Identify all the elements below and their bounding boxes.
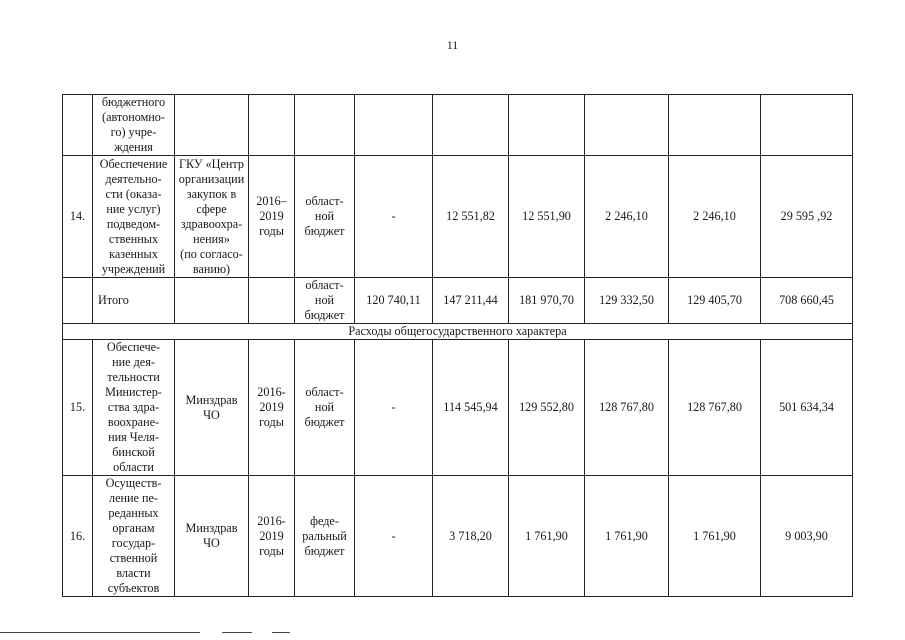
total-label: Итого bbox=[93, 278, 175, 324]
value-2020: 2 246,10 bbox=[669, 156, 761, 278]
value-2020: 129 405,70 bbox=[669, 278, 761, 324]
section-title: Расходы общегосударственного характера bbox=[63, 324, 853, 340]
source-cell: област- ной бюджет bbox=[295, 340, 355, 476]
scan-artifact-lines bbox=[0, 632, 905, 636]
years-cell: 2016- 2019 годы bbox=[249, 340, 295, 476]
value-cell bbox=[509, 95, 585, 156]
source-cell: област- ной бюджет bbox=[295, 156, 355, 278]
value-2020: 128 767,80 bbox=[669, 340, 761, 476]
value-2019: 1 761,90 bbox=[585, 476, 669, 597]
value-2020: 1 761,90 bbox=[669, 476, 761, 597]
executor-cell: Минздрав ЧО bbox=[175, 476, 249, 597]
row-number: 14. bbox=[63, 156, 93, 278]
measure-name-cell: Осуществ- ление пе- реданных органам государ- ственной власти субъектов bbox=[93, 476, 175, 597]
value-2018: 181 970,70 bbox=[509, 278, 585, 324]
section-header-row bbox=[63, 324, 853, 340]
value-cell bbox=[355, 95, 433, 156]
years-cell bbox=[249, 278, 295, 324]
years-cell: 2016– 2019 годы bbox=[249, 156, 295, 278]
total-cell: 29 595 ,92 bbox=[761, 156, 853, 278]
table-row-continuation bbox=[63, 95, 853, 156]
source-cell: област- ной бюджет bbox=[295, 278, 355, 324]
total-cell bbox=[761, 95, 853, 156]
scan-line bbox=[272, 632, 290, 633]
value-2016: - bbox=[355, 476, 433, 597]
value-2018: 12 551,90 bbox=[509, 156, 585, 278]
page-number: 11 bbox=[446, 38, 459, 52]
years-cell bbox=[249, 95, 295, 156]
value-cell bbox=[669, 95, 761, 156]
executor-cell: Минздрав ЧО bbox=[175, 340, 249, 476]
total-cell: 9 003,90 bbox=[761, 476, 853, 597]
row-number: 16. bbox=[63, 476, 93, 597]
value-2018: 1 761,90 bbox=[509, 476, 585, 597]
row-number-cell bbox=[63, 95, 93, 156]
value-2016: - bbox=[355, 156, 433, 278]
scan-line bbox=[0, 632, 200, 633]
source-cell bbox=[295, 95, 355, 156]
value-2018: 129 552,80 bbox=[509, 340, 585, 476]
executor-cell bbox=[175, 95, 249, 156]
executor-cell bbox=[175, 278, 249, 324]
value-2016: 120 740,11 bbox=[355, 278, 433, 324]
value-2019: 129 332,50 bbox=[585, 278, 669, 324]
total-cell: 501 634,34 bbox=[761, 340, 853, 476]
budget-table bbox=[62, 94, 853, 597]
measure-name-cell: бюджетного (автономно- го) учре- ждения bbox=[93, 95, 175, 156]
value-cell bbox=[585, 95, 669, 156]
value-2017: 147 211,44 bbox=[433, 278, 509, 324]
value-2017: 12 551,82 bbox=[433, 156, 509, 278]
measure-name-cell: Обеспече- ние дея- тельности Министер- ства здра- воохране- ния Челя- бинской области bbox=[93, 340, 175, 476]
row-number-cell bbox=[63, 278, 93, 324]
scan-line bbox=[222, 632, 252, 633]
value-2017: 114 545,94 bbox=[433, 340, 509, 476]
row-number: 15. bbox=[63, 340, 93, 476]
source-cell: феде- ральный бюджет bbox=[295, 476, 355, 597]
table-row-16 bbox=[63, 476, 853, 597]
table-row-15 bbox=[63, 340, 853, 476]
value-2019: 128 767,80 bbox=[585, 340, 669, 476]
value-2016: - bbox=[355, 340, 433, 476]
table-row-total bbox=[63, 278, 853, 324]
value-2017: 3 718,20 bbox=[433, 476, 509, 597]
value-2019: 2 246,10 bbox=[585, 156, 669, 278]
table-row-14 bbox=[63, 156, 853, 278]
years-cell: 2016- 2019 годы bbox=[249, 476, 295, 597]
measure-name-cell: Обеспечение деятельно- сти (оказа- ние услуг) подведом- ственных казенных учреждений bbox=[93, 156, 175, 278]
executor-cell: ГКУ «Центр организации закупок в сфере здравоохра- нения» (по согласо- ванию) bbox=[175, 156, 249, 278]
value-cell bbox=[433, 95, 509, 156]
total-cell: 708 660,45 bbox=[761, 278, 853, 324]
